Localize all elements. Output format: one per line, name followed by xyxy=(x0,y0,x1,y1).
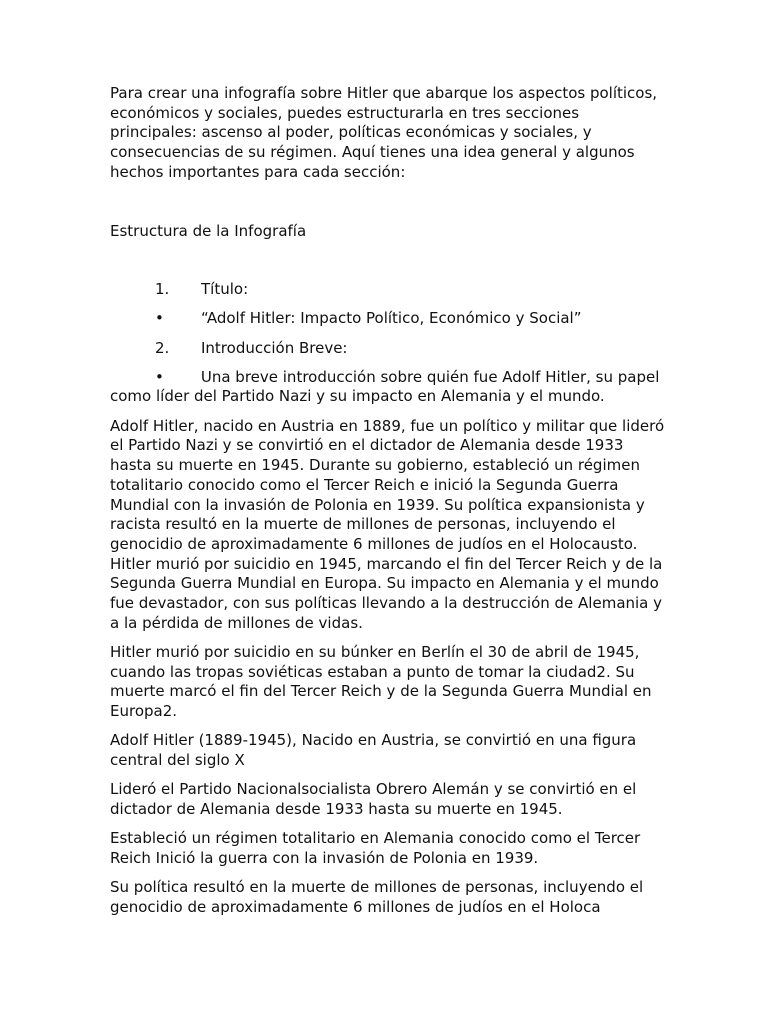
bullet-marker: • xyxy=(155,367,164,386)
body-paragraph: Su política resultó en la muerte de millones de personas, incluyendo el genocidio de aproximadamente 6 millones de judíos en el Holoca xyxy=(110,877,644,916)
list-number: 2. xyxy=(155,338,170,357)
document-page xyxy=(110,84,666,927)
bullet-paragraph-text: Una breve introducción sobre quién fue Adolf Hitler, su papel como líder del Partido Nazi y su impacto en Alemania y el mundo. xyxy=(110,367,660,406)
body-paragraph: Adolf Hitler (1889-1945), Nacido en Austria, se convirtió en una figura central del siglo X xyxy=(110,731,637,769)
list-number: 1. xyxy=(155,280,170,299)
section-heading: Estructura de la Infografía xyxy=(110,221,307,240)
body-paragraph: Hitler murió por suicidio en su búnker en Berlín el 30 de abril de 1945, cuando las tropas soviéticas estaban a punto de tomar la ciudad2. Su muerte marcó el fin del Tercer Reich y de la Segunda Guerra Mundial en Europa2. xyxy=(110,642,652,721)
list-item-text: Título: xyxy=(201,280,249,299)
list-item xyxy=(110,309,666,329)
intro-paragraph: Para crear una infografía sobre Hitler que abarque los aspectos políticos, económicos y sociales, puedes estructurarla en tres secciones principales: ascenso al poder, políticas económicas y sociales, y consecuencias de su régimen. Aquí tienes una idea general y algunos hechos importantes para cada sección: xyxy=(110,84,658,181)
body-paragraph: Estableció un régimen totalitario en Alemania conocido como el Tercer Reich Inició la guerra con la invasión de Polonia en 1939. xyxy=(110,829,641,867)
list-item-text: “Adolf Hitler: Impacto Político, Económico y Social” xyxy=(201,309,582,328)
bullet-marker: • xyxy=(155,309,164,328)
body-paragraph: Lideró el Partido Nacionalsocialista Obrero Alemán y se convirtió en el dictador de Alemania desde 1933 hasta su muerte en 1945. xyxy=(110,780,637,818)
list-item-text: Introducción Breve: xyxy=(201,338,348,357)
bullet-paragraph xyxy=(110,368,666,407)
list-item xyxy=(110,339,666,359)
body-paragraph: Adolf Hitler, nacido en Austria en 1889, fue un político y militar que lideró el Partido Nazi y se convirtió en el dictador de Alemania desde 1933 hasta su muerte en 1945. Durante su gobierno, estableció un régimen totalitario conocido como el Tercer Reich e inició la Segunda Guerra Mundial con la invasión de Polonia en 1939. Su política expansionista y racista resultó en la muerte de millones de personas, incluyendo el genocidio de aproximadamente 6 millones de judíos en el Holocausto. Hitler murió por suicidio en 1945, marcando el fin del Tercer Reich y de la Segunda Guerra Mundial en Europa. Su impacto en Alemania y el mundo fue devastador, con sus políticas llevando a la destrucción de Alemania y a la pérdida de millones de vidas. xyxy=(110,416,665,632)
list-item xyxy=(110,280,666,300)
